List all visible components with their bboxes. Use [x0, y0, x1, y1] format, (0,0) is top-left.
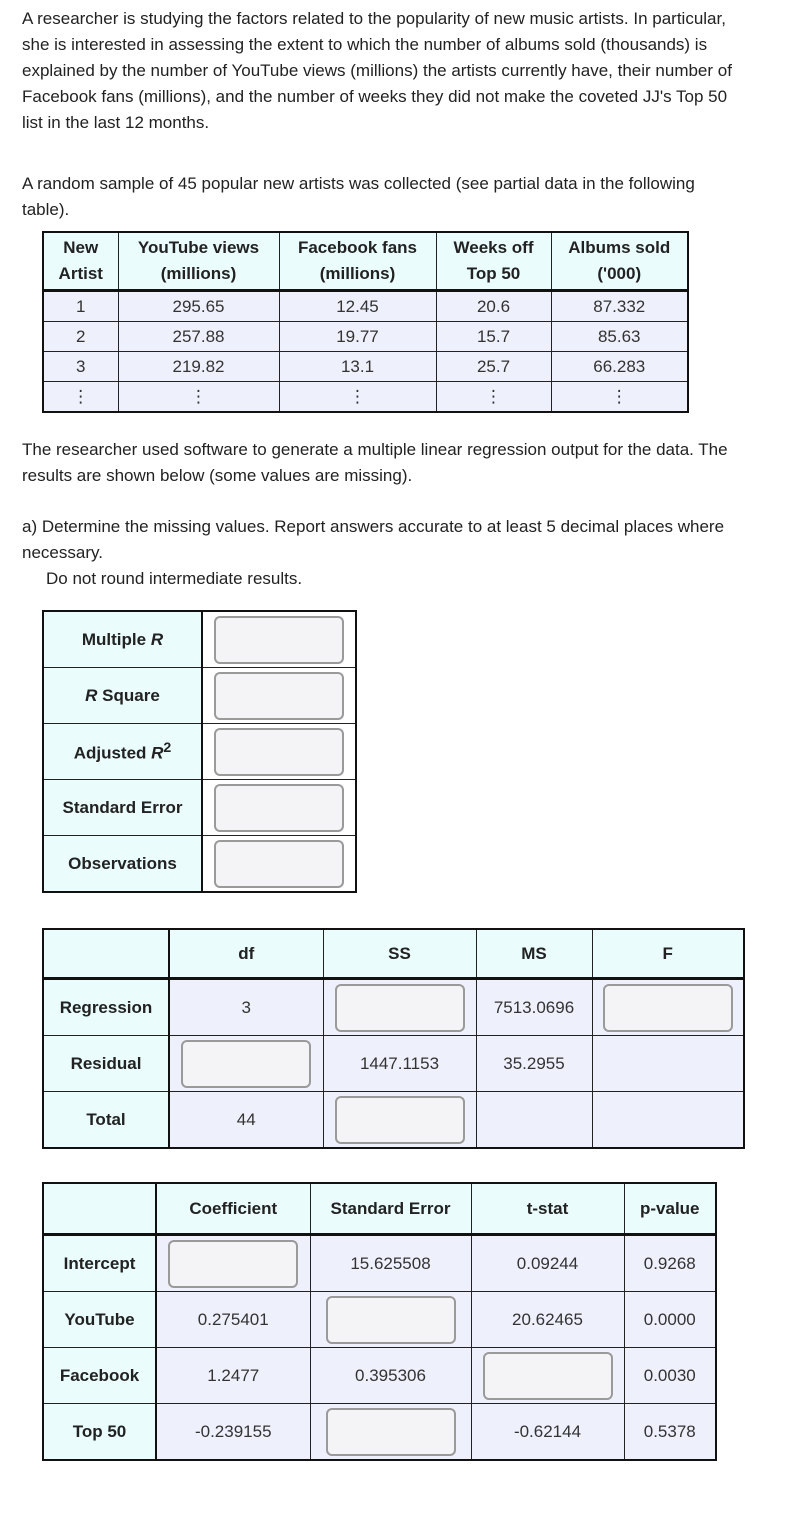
- coef-header-t-stat: t-stat: [471, 1183, 624, 1235]
- ellipsis-cell: ⋮: [551, 382, 688, 413]
- residual-f-empty: [592, 1036, 744, 1092]
- anova-row-total: [43, 1092, 744, 1149]
- software-paragraph: The researcher used software to generate a multiple linear regression output for the data. The results are shown below (some values are missing).: [22, 440, 728, 485]
- residual-ss: 1447.1153: [323, 1036, 476, 1092]
- coef-row-youtube: [43, 1292, 716, 1348]
- rounding-note: Do not round intermediate results.: [46, 569, 303, 588]
- table-cell: 20.6: [436, 291, 551, 322]
- standard-error-label: Standard Error: [43, 780, 202, 836]
- table-cell: 1: [43, 291, 118, 322]
- table-cell: 13.1: [279, 352, 436, 382]
- observations-label: Observations: [43, 836, 202, 893]
- multiple-r-label: Multiple R: [43, 611, 202, 668]
- ellipsis-cell: ⋮: [279, 382, 436, 413]
- row-standard-error: [43, 780, 356, 836]
- table-row: [43, 352, 688, 382]
- anova-header-ms: MS: [476, 929, 592, 979]
- intercept-coefficient-input[interactable]: [168, 1240, 298, 1288]
- anova-header: [43, 929, 744, 979]
- row-observations: [43, 836, 356, 893]
- total-ms-empty: [476, 1092, 592, 1149]
- ellipsis-cell: ⋮: [436, 382, 551, 413]
- table-cell: 87.332: [551, 291, 688, 322]
- coef-header-p-value: p-value: [624, 1183, 716, 1235]
- ellipsis-cell: ⋮: [118, 382, 279, 413]
- coef-header-blank: [43, 1183, 156, 1235]
- regression-label: Regression: [43, 979, 169, 1036]
- youtube-t: 20.62465: [471, 1292, 624, 1348]
- regression-ss-input[interactable]: [335, 984, 465, 1032]
- adjusted-r2-label: Adjusted $R^2$: [43, 724, 202, 780]
- regression-f-input[interactable]: [603, 984, 733, 1032]
- coef-header: [43, 1183, 716, 1235]
- residual-label: Residual: [43, 1036, 169, 1092]
- intercept-se: 15.625508: [310, 1235, 471, 1292]
- table-cell: 19.77: [279, 322, 436, 352]
- coef-header-standard-error: Standard Error: [310, 1183, 471, 1235]
- ellipsis-cell: ⋮: [43, 382, 118, 413]
- facebook-se: 0.395306: [310, 1348, 471, 1404]
- youtube-label: YouTube: [43, 1292, 156, 1348]
- header-youtube: YouTube views (millions): [118, 232, 279, 291]
- residual-df-input[interactable]: [181, 1040, 311, 1088]
- table-row: [43, 382, 688, 413]
- top50-coefficient: -0.239155: [156, 1404, 310, 1461]
- table-cell: 15.7: [436, 322, 551, 352]
- residual-ms: 35.2955: [476, 1036, 592, 1092]
- coef-header-coefficient: Coefficient: [156, 1183, 310, 1235]
- anova-header-blank: [43, 929, 169, 979]
- table-cell: 3: [43, 352, 118, 382]
- header-weeks-off: Weeks off Top 50: [436, 232, 551, 291]
- facebook-p: 0.0030: [624, 1348, 716, 1404]
- regression-ms: 7513.0696: [476, 979, 592, 1036]
- table-cell: 25.7: [436, 352, 551, 382]
- coef-row-top50: [43, 1404, 716, 1461]
- total-ss-input[interactable]: [335, 1096, 465, 1144]
- table-cell: 257.88: [118, 322, 279, 352]
- adjusted-r2-input[interactable]: [214, 728, 344, 776]
- regression-statistics-table: [42, 610, 357, 893]
- youtube-p: 0.0000: [624, 1292, 716, 1348]
- table-cell: 2: [43, 322, 118, 352]
- anova-header-ss: SS: [323, 929, 476, 979]
- anova-table: [42, 928, 745, 1149]
- coefficients-table: [42, 1182, 717, 1461]
- anova-row-residual: [43, 1036, 744, 1092]
- table-cell: 12.45: [279, 291, 436, 322]
- regression-df: 3: [169, 979, 323, 1036]
- observations-input[interactable]: [214, 840, 344, 888]
- data-table: [42, 231, 689, 413]
- part-a-question: a) Determine the missing values. Report answers accurate to at least 5 decimal places where necessary.: [22, 517, 725, 562]
- facebook-label: Facebook: [43, 1348, 156, 1404]
- row-multiple-r: [43, 611, 356, 668]
- multiple-r-input[interactable]: [214, 616, 344, 664]
- top50-se-input[interactable]: [326, 1408, 456, 1456]
- total-df: 44: [169, 1092, 323, 1149]
- row-adjusted-r2: [43, 724, 356, 780]
- standard-error-input[interactable]: [214, 784, 344, 832]
- table-row: [43, 291, 688, 322]
- header-artist: New Artist: [43, 232, 118, 291]
- top50-label: Top 50: [43, 1404, 156, 1461]
- intercept-p: 0.9268: [624, 1235, 716, 1292]
- header-facebook: Facebook fans (millions): [279, 232, 436, 291]
- table-cell: 85.63: [551, 322, 688, 352]
- table-cell: 219.82: [118, 352, 279, 382]
- total-label: Total: [43, 1092, 169, 1149]
- sample-paragraph: A random sample of 45 popular new artists was collected (see partial data in the following table).: [22, 174, 695, 219]
- top50-t: -0.62144: [471, 1404, 624, 1461]
- total-f-empty: [592, 1092, 744, 1149]
- r-square-label: R Square: [43, 668, 202, 724]
- youtube-coefficient: 0.275401: [156, 1292, 310, 1348]
- intercept-t: 0.09244: [471, 1235, 624, 1292]
- youtube-se-input[interactable]: [326, 1296, 456, 1344]
- r-square-input[interactable]: [214, 672, 344, 720]
- anova-row-regression: [43, 979, 744, 1036]
- anova-header-f: F: [592, 929, 744, 979]
- header-albums: Albums sold ('000): [551, 232, 688, 291]
- intercept-label: Intercept: [43, 1235, 156, 1292]
- table-row: [43, 322, 688, 352]
- coef-row-facebook: [43, 1348, 716, 1404]
- table-cell: 295.65: [118, 291, 279, 322]
- top50-p: 0.5378: [624, 1404, 716, 1461]
- facebook-coefficient: 1.2477: [156, 1348, 310, 1404]
- row-r-square: [43, 668, 356, 724]
- coef-row-intercept: [43, 1235, 716, 1292]
- intro-paragraph: A researcher is studying the factors related to the popularity of new music artists. In particular, she is interested in assessing the extent to which the number of albums sold (thousands) is explained by the number of YouTube views (millions) the artists currently have, their number of Facebook fans (millions), and the number of weeks they did not make the coveted JJ's Top 50 list in the last 12 months.: [22, 9, 732, 132]
- table-cell: 66.283: [551, 352, 688, 382]
- facebook-t-input[interactable]: [483, 1352, 613, 1400]
- data-table-header: [43, 232, 688, 291]
- anova-header-df: df: [169, 929, 323, 979]
